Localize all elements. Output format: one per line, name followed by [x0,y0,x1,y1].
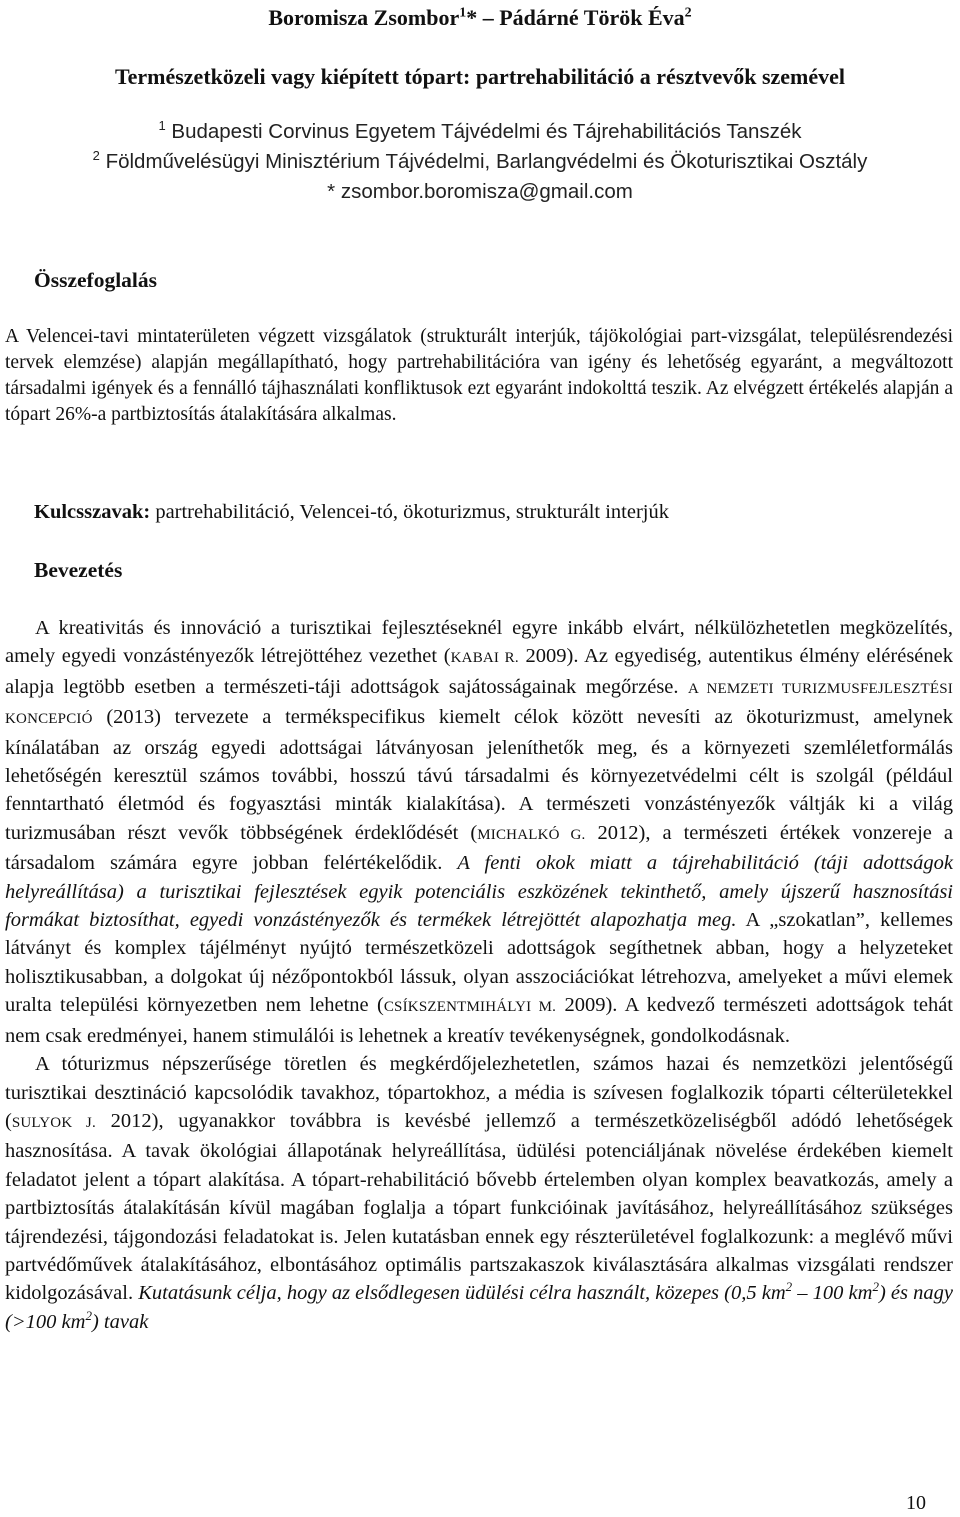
corresponding-author-mark: * [466,5,478,30]
abstract-text: A Velencei-tavi mintaterületen végzett vizsgálatok (strukturált interjúk, tájökológiai part-vizsgálat, településrendezési tervek elemzése) alapján megállapítható, hogy partrehabilitációra van igény és lehetőség egyaránt, a megváltozott társadalmi igények és a fennálló tájhasználati konfliktusok ezt egyaránt indokolttá teszik. Az elvégzett értékelés alapján a tópart 26%-a partbiztosítás átalakítására alkalmas. [5,326,953,425]
p1-text-a: A kreativitás és innováció a turisztikai fejlesztéseknél egyre inkább elvárt, nélkülözhetetlen megközelítés, amely egyedi vonzástényezők létrejöttéhez vezethet ( [5,617,953,668]
p1-text-e: A „szokatlan”, kellemes látványt és komplex tájélményt nyújtó természetközeli adottságok segíthetnek abban, hogy a helyzeteket holisztikusabban, a dolgokat új nézőpontokból lássuk, olyan asszociációkat létrehozva, amelyeket a művi elemek uralta települési környezetben nem lehetne ( [5,909,953,1017]
p2-italic-3: ) és nagy (>100 km [5,1282,953,1333]
p1-italic-statement: A fenti okok miatt a tájrehabilitáció (táji adottságok helyreállítása) a turisztikai fejlesztések egyik potenciális eszközének tekinthető, amely újszerű hasznosítási formákat biztosíthat, egyedi vonzástényezők és termékek létrejöttét alapozhatja meg. [5,852,954,932]
p1-text-f: 2009). A kedvező természeti adottságok tehát nem csak eredményei, hanem stimulálói is lehetnek a kreatív tevékenységnek, gondolkodásnak. [5,994,953,1047]
keywords-text: partrehabilitáció, Velencei-tó, ökoturizmus, strukturált interjúk [155,501,669,523]
affiliation-2 [0,147,960,177]
superscript-1: 2 [785,1279,793,1295]
affiliation-2-mark: 2 [92,148,100,164]
affiliation-1-mark: 1 [158,118,166,134]
superscript-2: 2 [872,1279,879,1295]
p2-italic-4: ) tavak [91,1310,149,1333]
author-line [0,4,960,32]
paper-title: Természetközeli vagy kiépített tópart: partrehabilitáció a résztvevők szemével [114,64,846,89]
abstract-heading: Összefoglalás [34,268,158,292]
introduction-heading: Bevezetés [34,558,123,582]
author-1: Boromisza Zsombor [268,5,460,30]
citation-michalko: MICHALKÓ G. [477,826,586,843]
email-mark: * [327,180,336,203]
p2-italic-aim [5,1279,953,1333]
author-separator: – [477,5,500,30]
author-2: Pádárné Török Éva [499,5,685,30]
superscript-3: 2 [85,1307,92,1323]
contact-email: zsombor.boromisza@gmail.com [340,180,633,203]
citation-nemzeti-turizmusfejlesztesi-koncepcio: A NEMZETI TURIZMUSFEJLESZTÉSI KONCEPCIÓ [5,680,953,728]
p1-text-d: 2012), a természeti értékek vonzereje a társadalom számára egyre jobban felértékelődik. [5,821,953,875]
affiliation-1 [0,117,960,147]
citation-sulyok: SULYOK J. [11,1114,96,1131]
citation-csikszentmihalyi: CSÍKSZENTMIHÁLYI M. [383,999,557,1016]
citation-kabai: KABAI R. [450,650,519,667]
author-1-affiliation-mark: 1 [459,5,467,21]
page-number: 10 [906,1492,926,1514]
p2-italic-2: – 100 km [792,1282,873,1305]
paragraph-2 [5,1050,953,1336]
author-2-affiliation-mark: 2 [684,5,692,21]
p2-text-b: 2012), ugyanakkor továbbra is kevésbé jellemző a természetközeliségből adódó lehetőségek hasznosítása. A tavak ökológiai állapotának helyreállítása, üdülési potenciáljának növelése érdekében kiemelt feladatot jelent a tópart alakítása. A tópart-rehabilitáció bővebb értelemben olyan komplex beavatkozás, amely a partbiztosítás átalakításán kívül magában foglalja a tópart funkcióinak javításához, helyreállításához szükséges tájrendezési, tájgondozási feladatokat is. Jelen kutatásban ennek egy részterületével foglalkozunk: a meglévő művi partvédőművek átalakításához, elbontásához optimális partszakaszok kiválasztására alkalmas vizsgálati rendszer kidolgozásával. [5,1109,953,1305]
introduction-body [5,614,953,1336]
p2-text-a: A tóturizmus népszerűsége töretlen és megkérdőjelezhetetlen, számos hazai és nemzetközi jelentőségű turisztikai desztináció kapcsolódik tavakhoz, tópartokhoz, a média is szívesen foglalkozik tóparti célterületekkel ( [5,1053,953,1132]
keywords-line [34,498,669,526]
p1-text-b: 2009). Az egyediség, autentikus élmény elérésének alapja legtöbb esetben a természeti-táji adottságok sajátosságainak megőrzése. [5,645,954,698]
contact-email-line [0,177,960,207]
keywords-label: Kulcsszavak: [34,501,151,523]
p1-text-c: (2013) tervezete a termékspecifikus kiemelt célok között nevesíti az ökoturizmust, amelynek kínálatában az ország egyedi adottságai látványosan jeleníthetők meg, és a környezeti szemléletformálás lehetőségén keresztül számos további, hosszú távú társadalmi és környezetvédelmi célt is szolgál (például fenntartható életmód és fogyasztási minták kialakítása). A természeti vonzástényezők váltják ki a világ turizmusában részt vevők többségének érdeklődését ( [5,706,953,844]
affiliation-1-text: Budapesti Corvinus Egyetem Tájvédelmi és Tájrehabilitációs Tanszék [171,120,802,143]
paragraph-1 [5,614,953,1050]
affiliation-2-text: Földművelésügyi Minisztérium Tájvédelmi, Barlangvédelmi és Ökoturisztikai Osztály [105,150,868,173]
p2-italic-1: Kutatásunk célja, hogy az elsődlegesen üdülési célra használt, közepes (0,5 km [138,1282,786,1305]
